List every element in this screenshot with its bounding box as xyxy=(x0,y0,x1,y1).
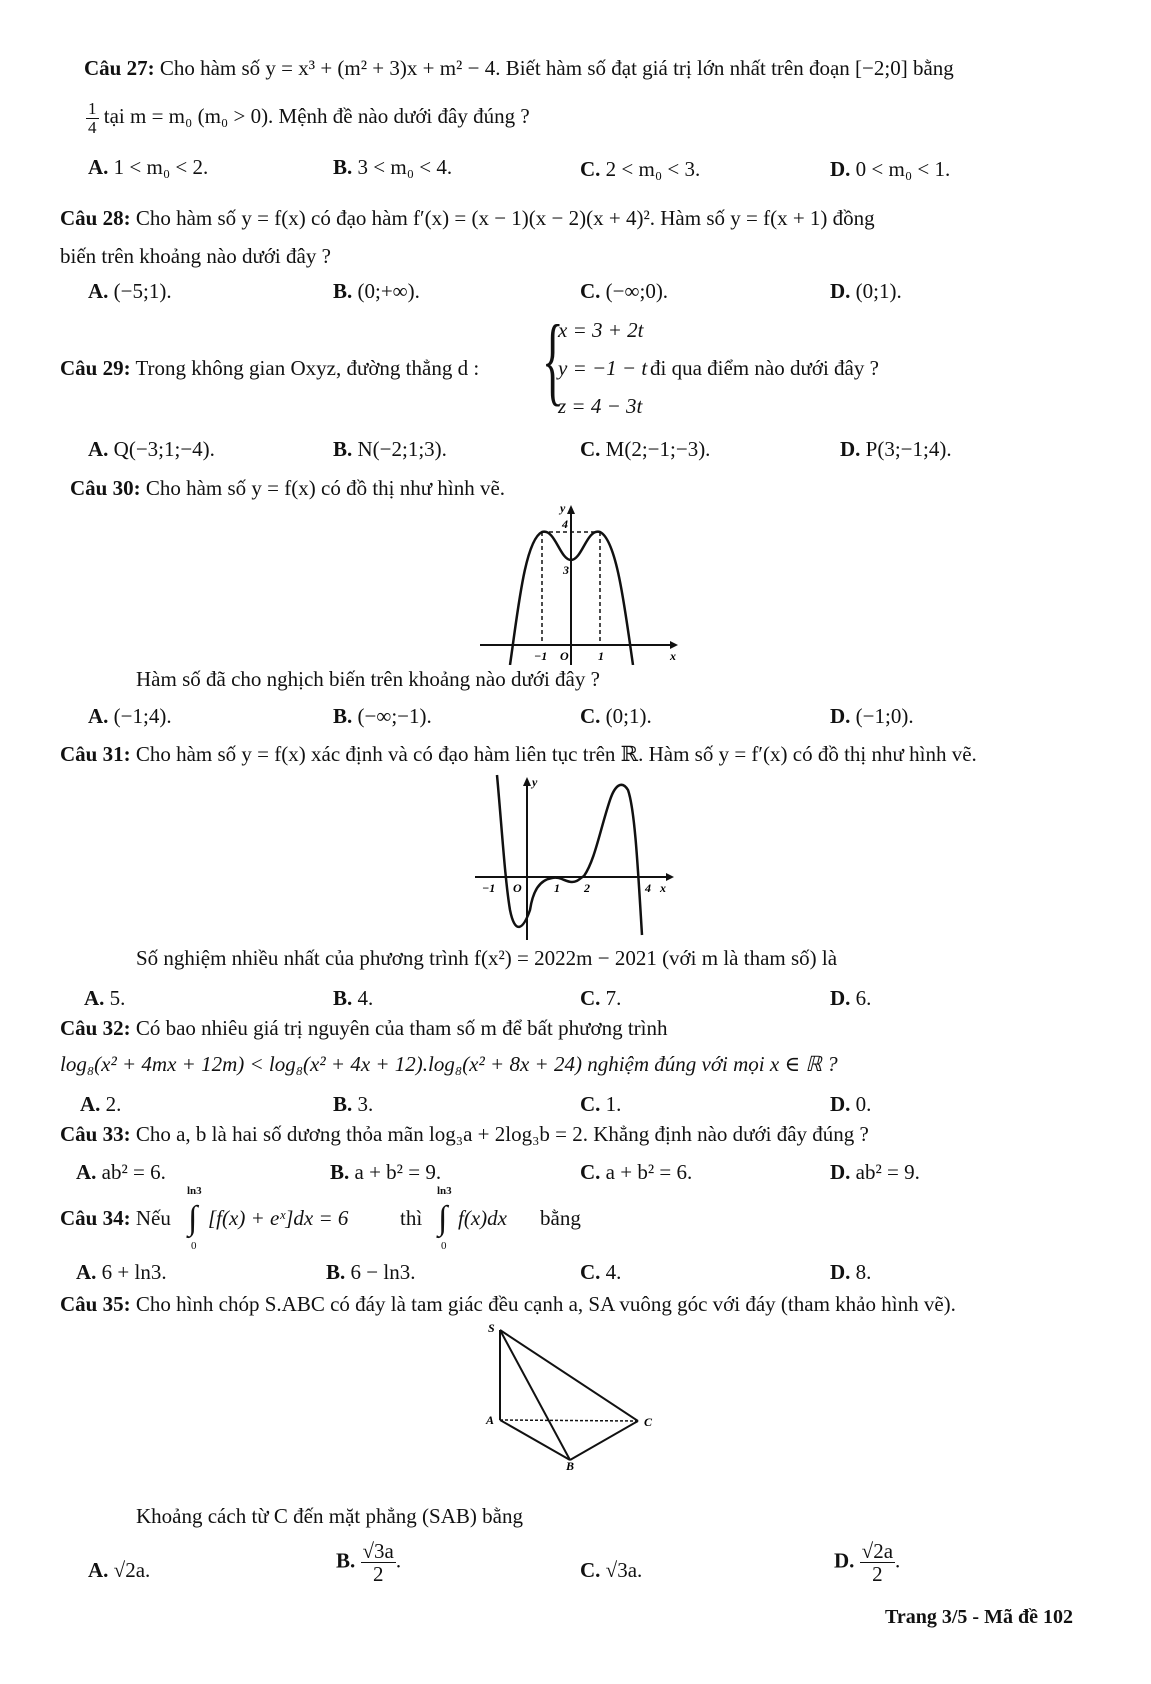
q35-option-d[interactable]: D. $\frac{√2a}{2}$ . xyxy=(834,1539,901,1587)
q31-option-d[interactable]: D. 6. xyxy=(830,986,872,1010)
q34-int1-upper: ln3 xyxy=(187,1185,202,1197)
q29-eq-x: x = 3 + 2t xyxy=(558,318,644,342)
q30-tick-3: 3 xyxy=(563,563,569,577)
q32-option-a[interactable]: A. 2. xyxy=(80,1092,122,1116)
q31-option-a[interactable]: A. 5. xyxy=(84,986,126,1010)
q29-option-b[interactable]: B. N(−2;1;3). xyxy=(333,437,447,461)
q29-eq-z: z = 4 − 3t xyxy=(558,394,643,418)
q35-pyramid xyxy=(480,1320,670,1470)
q31-label: Câu 31: xyxy=(60,742,131,766)
q35-option-d-frac: $\frac{√2a}{2}$ xyxy=(861,1539,894,1587)
q27-frac-num: 1 xyxy=(88,99,97,118)
q33-option-c[interactable]: C. a + b² = 6. xyxy=(580,1160,693,1184)
q30-origin: O xyxy=(560,649,569,663)
q29-option-d[interactable]: D. P(3;−1;4). xyxy=(840,437,952,461)
q27-line2: tại m = m₀ (m₀ > 0). Mệnh đề nào dưới đây đúng ? xyxy=(103,104,530,129)
q28-line2: biến trên khoảng nào dưới đây ? xyxy=(60,244,331,268)
vertex-c: C xyxy=(644,1415,653,1429)
q28-option-b[interactable]: B. (0;+∞). xyxy=(333,279,420,303)
q33-option-b[interactable]: B. a + b² = 9. xyxy=(330,1160,442,1184)
vertex-a: A xyxy=(486,1413,495,1427)
q31-x-arrow xyxy=(666,873,674,881)
q27-fraction xyxy=(86,100,99,137)
q35-option-a[interactable]: A. √2a. xyxy=(88,1558,151,1582)
q28-option-d[interactable]: D. (0;1). xyxy=(830,279,902,303)
q29-option-c[interactable]: C. M(2;−1;−3). xyxy=(580,437,711,461)
edge-bc xyxy=(570,1421,638,1460)
q31-text: Cho hàm số y = f(x) xác định và có đạo hàm liên tục trên ℝ. Hàm số y = f′(x) có đồ thị như hình vẽ. xyxy=(135,742,977,766)
q33-label: Câu 33: xyxy=(60,1122,131,1146)
q34-if: Nếu xyxy=(135,1206,171,1230)
q33-stem xyxy=(60,1122,869,1147)
q30-graph xyxy=(470,500,680,665)
q31-curve xyxy=(497,775,642,935)
q30-option-a[interactable]: A. (−1;4). xyxy=(88,704,172,728)
q27-line1: Cho hàm số y = x³ + (m² + 3)x + m² − 4. Biết hàm số đạt giá trị lớn nhất trên đoạn [−2;0] bằng xyxy=(159,56,954,80)
vertex-s: S xyxy=(488,1321,495,1335)
q31-x-label: x xyxy=(660,881,666,895)
q31-tick-1: 1 xyxy=(554,881,560,895)
q31-option-c[interactable]: C. 7. xyxy=(580,986,622,1010)
q31-tick-2: 2 xyxy=(584,881,590,895)
q31-stem xyxy=(60,742,977,767)
q31-prompt: Số nghiệm nhiều nhất của phương trình f(x²) = 2022m − 2021 (với m là tham số) là xyxy=(136,946,838,970)
q29-stem xyxy=(60,356,479,381)
q28-option-c[interactable]: C. (−∞;0). xyxy=(580,279,669,303)
q34-int1-body: [f(x) + eˣ]dx = 6 xyxy=(208,1206,349,1230)
q29-eq-y: y = −1 − t xyxy=(558,356,648,380)
q28-stem xyxy=(60,206,875,231)
q34-label: Câu 34: xyxy=(60,1206,131,1230)
q32-label: Câu 32: xyxy=(60,1016,131,1040)
q30-prompt: Hàm số đã cho nghịch biến trên khoảng nào dưới đây ? xyxy=(136,667,600,691)
q34-int2-body: f(x)dx xyxy=(458,1206,507,1230)
q32-option-c[interactable]: C. 1. xyxy=(580,1092,622,1116)
q32-line2: log₈(x² + 4mx + 12m) < log₈(x² + 4x + 12).log₈(x² + 8x + 24) nghiệm đúng với mọi x ∈ ℝ ? xyxy=(60,1052,838,1076)
q31-origin: O xyxy=(513,881,522,895)
edge-sc xyxy=(500,1330,638,1421)
q31-y-label: y xyxy=(532,775,538,789)
q30-y-label: y xyxy=(560,501,566,515)
q35-option-b[interactable]: B. $\frac{√3a}{2}$ . xyxy=(336,1539,402,1587)
q35-stem xyxy=(60,1292,956,1317)
q30-option-c[interactable]: C. (0;1). xyxy=(580,704,652,728)
q31-y-arrow xyxy=(523,777,531,786)
q32-stem xyxy=(60,1016,667,1041)
q30-label: Câu 30: xyxy=(70,476,141,500)
q28-option-a[interactable]: A. (−5;1). xyxy=(88,279,172,303)
q27-stem xyxy=(84,56,954,81)
q30-tick-4: 4 xyxy=(562,517,568,531)
q29-option-a[interactable]: A. Q(−3;1;−4). xyxy=(88,437,215,461)
q30-x-label: x xyxy=(670,649,676,663)
q32-line1: Có bao nhiêu giá trị nguyên của tham số m để bất phương trình xyxy=(135,1016,668,1040)
q33-option-a[interactable]: A. ab² = 6. xyxy=(76,1160,166,1184)
q34-int1-sign: ∫ xyxy=(188,1200,198,1237)
vertex-b: B xyxy=(566,1459,575,1470)
page-footer: Trang 3/5 - Mã đề 102 xyxy=(885,1606,1073,1628)
q27-frac-den: 4 xyxy=(88,117,97,137)
edge-ac-hidden xyxy=(500,1420,638,1421)
q32-option-b[interactable]: B. 3. xyxy=(333,1092,374,1116)
q31-graph xyxy=(470,770,680,940)
q35-prompt: Khoảng cách từ C đến mặt phẳng (SAB) bằng xyxy=(136,1504,523,1528)
q28-label: Câu 28: xyxy=(60,206,131,230)
q34-option-b[interactable]: B. 6 − ln3. xyxy=(326,1260,416,1284)
q31-tick-4: 4 xyxy=(645,881,651,895)
q27-option-b[interactable]: B. 3 < m₀ < 4. xyxy=(333,155,453,179)
q29-text: Trong không gian Oxyz, đường thẳng d : xyxy=(135,356,480,380)
q30-stem xyxy=(70,476,505,501)
q27-option-d[interactable]: D. 0 < m₀ < 1. xyxy=(830,157,951,181)
q31-tick-neg1: −1 xyxy=(482,881,496,895)
q35-label: Câu 35: xyxy=(60,1292,131,1316)
q27-label: Câu 27: xyxy=(84,56,155,80)
q34-option-d[interactable]: D. 8. xyxy=(830,1260,872,1284)
q34-tail: bằng xyxy=(540,1206,581,1230)
q31-option-b[interactable]: B. 4. xyxy=(333,986,374,1010)
q34-int1-lower: 0 xyxy=(191,1240,197,1252)
q34-then: thì xyxy=(400,1206,423,1230)
q30-x-arrow xyxy=(670,641,678,649)
q34-stem xyxy=(60,1206,171,1231)
q30-text: Cho hàm số y = f(x) có đồ thị như hình vẽ. xyxy=(145,476,506,500)
q35-option-c[interactable]: C. √3a. xyxy=(580,1558,643,1582)
q29-label: Câu 29: xyxy=(60,356,131,380)
q30-tick-neg1: −1 xyxy=(534,649,548,663)
q30-option-b[interactable]: B. (−∞;−1). xyxy=(333,704,432,728)
q34-int2-upper: ln3 xyxy=(437,1185,452,1197)
q35-text: Cho hình chóp S.ABC có đáy là tam giác đều cạnh a, SA vuông góc với đáy (tham khảo hình vẽ). xyxy=(135,1292,956,1316)
q29-tail: đi qua điểm nào dưới đây ? xyxy=(650,356,879,380)
q27-option-c[interactable]: C. 2 < m₀ < 3. xyxy=(580,157,701,181)
q30-tick-1: 1 xyxy=(598,649,604,663)
q30-option-d[interactable]: D. (−1;0). xyxy=(830,704,914,728)
q27-option-a[interactable]: A. 1 < m₀ < 2. xyxy=(88,155,209,179)
q28-line1: Cho hàm số y = f(x) có đạo hàm f′(x) = (x − 1)(x − 2)(x + 4)². Hàm số y = f(x + 1) đồng xyxy=(135,206,875,230)
q34-int2-sign: ∫ xyxy=(438,1200,448,1237)
q32-option-d[interactable]: D. 0. xyxy=(830,1092,872,1116)
q34-option-a[interactable]: A. 6 + ln3. xyxy=(76,1260,167,1284)
q34-option-c[interactable]: C. 4. xyxy=(580,1260,622,1284)
q33-text: Cho a, b là hai số dương thỏa mãn log₃a + 2log₃b = 2. Khẳng định nào dưới đây đúng ? xyxy=(135,1122,869,1146)
q27-line2-wrap xyxy=(86,100,530,137)
q33-option-d[interactable]: D. ab² = 9. xyxy=(830,1160,920,1184)
q34-int2-lower: 0 xyxy=(441,1240,447,1252)
q35-option-b-frac: $\frac{√3a}{2}$ xyxy=(362,1539,394,1587)
q29-brace: { xyxy=(542,304,564,415)
q30-y-arrow xyxy=(567,505,575,514)
